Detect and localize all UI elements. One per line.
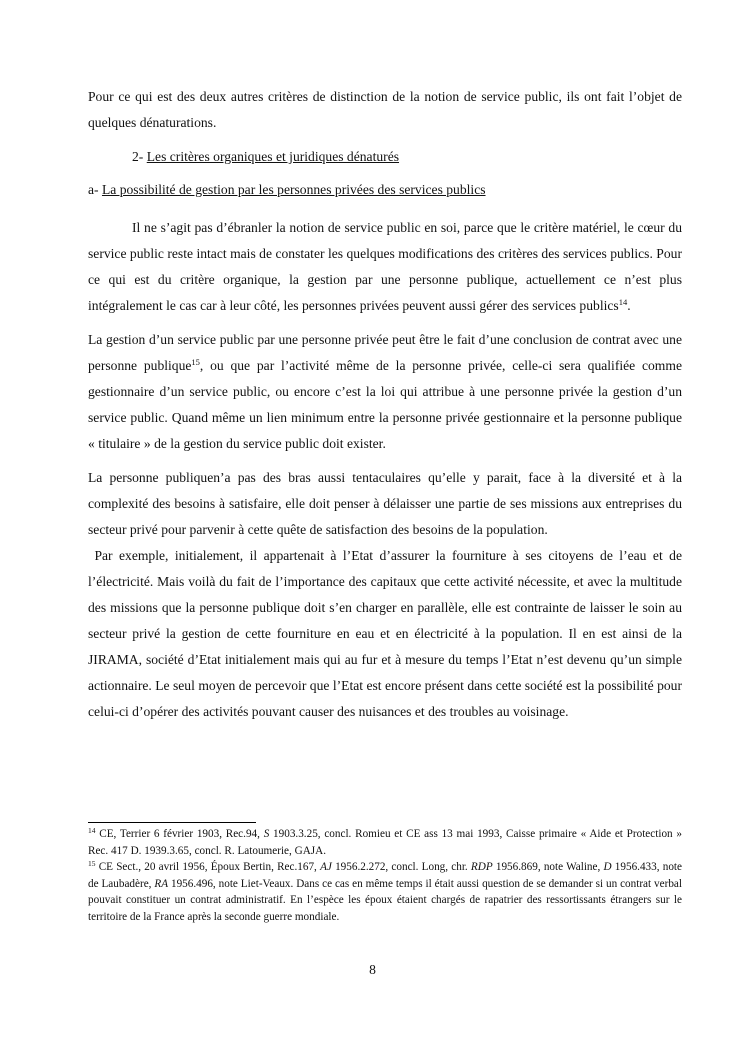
footnote-14 (88, 826, 682, 859)
footnote-15-text-e: 1956.869, note Waline, (492, 861, 604, 874)
heading-a-prefix: a- (88, 182, 102, 197)
paragraph-2-text-b: , ou que par l’activité même de la personne privée, celle-ci sera qualifiée comme gestionnaire d’un service public, ou encore c’est la loi qui attribue à une personne privée la gestion d’un service public. Quand même un lien minimum entre la personne privée gestionnaire et la personne publique « titulaire » de la gestion du service public doit exister. (88, 358, 682, 451)
paragraph-1-text: Il ne s’agit pas d’ébranler la notion de service public en soi, parce que le critère matériel, le cœur du service public reste intact mais de constater les quelques modifications des critères des services publics. Pour ce qui est du critère organique, la gestion par une personne publique, actuellement ce n’est plus intégralement le cas car à leur côté, les personnes privées peuvent aussi gérer des services publics (88, 220, 682, 313)
footnotes (88, 826, 682, 926)
heading-2-prefix: 2- (132, 149, 147, 164)
footnote-15-text-i: 1956.496, note Liet-Veaux. Dans ce cas en même temps il était aussi question de se demander si un contrat verbal pouvait constituer un contrat administratif. En l’espèce les époux étaient chargés de rapatrier des ressortissants étrangers sur le territoire de la France après la seconde guerre mondiale. (88, 877, 682, 923)
section-heading-2 (88, 144, 682, 170)
footnote-14-number: 14 (88, 826, 96, 835)
paragraph-4: Par exemple, initialement, il appartenait à l’Etat d’assurer la fourniture à ses citoyens de l’eau et de l’électricité. Mais voilà du fait de l’importance des capitaux que cette activité nécessite, et avec la multitude des missions que la personne publique doit s’en charger en parallèle, elle est contrainte de laisser le soin au secteur privé la gestion de cette fourniture en eau et en électricité à la population. Il en est ainsi de la JIRAMA, société d’Etat initialement mais qui au fur et à mesure du temps l’Etat n’est devenu qu’un simple actionnaire. Le seul moyen de percevoir que l’Etat est encore présent dans cette société est la possibilité pour celui-ci d’opérer des activités pouvant causer des nuisances et des troubles au voisinage. (88, 548, 686, 719)
paragraph-2 (88, 327, 682, 457)
footnote-15-italic-ra: RA (154, 877, 169, 890)
page-number: 8 (369, 962, 376, 977)
footnote-15-text-g: 1956.433, note de Laubadère, (88, 861, 683, 890)
subsection-heading-a (88, 177, 682, 203)
body-text (88, 84, 686, 725)
footnote-15-italic-d: D (603, 861, 612, 874)
footnote-15-number: 15 (88, 859, 96, 869)
heading-a-title: La possibilité de gestion par les personnes privées des services publics (101, 182, 486, 197)
footnote-15-italic-rdp: RDP (470, 861, 493, 874)
footnote-14-text-a: CE, Terrier 6 février 1903, Rec.94, (95, 828, 264, 840)
footnote-15-text-c: 1956.2.272, concl. Long, chr. (331, 861, 471, 874)
footnote-15-text-a: CE Sect., 20 avril 1956, Époux Bertin, Rec.167, (95, 861, 321, 874)
paragraph-intro: Pour ce qui est des deux autres critères de distinction de la notion de service public, ils ont fait l’objet de quelques dénaturations. (88, 89, 682, 130)
paragraph-1-end: . (627, 298, 631, 313)
paragraph-1 (88, 215, 682, 319)
footnote-ref-15[interactable]: 15 (191, 357, 200, 367)
paragraph-2-text-a: La gestion d’un service public par une personne privée peut être le fait d’une conclusion de contrat avec une personne publique (88, 332, 682, 373)
footnote-15 (88, 859, 682, 925)
paragraph-3: La personne publiquen’a pas des bras aussi tentaculaires qu’elle y parait, face à la diversité et à la complexité des besoins à satisfaire, elle doit penser à délaisser une partie de ses missions aux entreprises du secteur privé pour parvenir à cette quête de satisfaction des besoins de la population. (88, 470, 682, 537)
footnote-14-text-c: 1903.3.25, concl. Romieu et CE ass 13 mai 1993, Caisse primaire « Aide et Protection » Rec. 417 D. 1939.3.65, concl. R. Latoumerie, GAJA. (88, 828, 682, 857)
footnote-15-italic-aj: AJ (320, 861, 332, 874)
footnote-separator (88, 822, 256, 823)
footnote-14-italic-s: S (263, 828, 270, 840)
heading-2-title: Les critères organiques et juridiques dénaturés (146, 149, 400, 164)
footnote-ref-14[interactable]: 14 (618, 297, 628, 307)
